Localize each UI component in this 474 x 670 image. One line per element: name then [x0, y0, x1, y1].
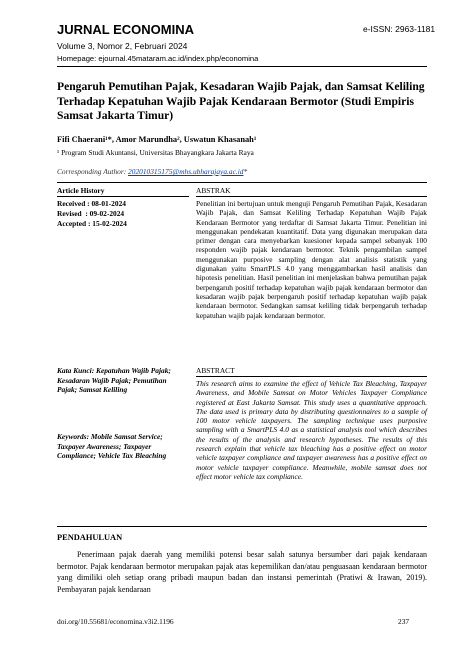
- article-title: Pengaruh Pemutihan Pajak, Kesadaran Wajib Pajak, dan Samsat Keliling Terhadap Kepatuhan Wajib Pajak Kendaraan Bermotor (Studi Empiris Samsat Jakarta Timur): [57, 80, 425, 122]
- issn: e-ISSN: 2963-1181: [363, 24, 436, 34]
- history-divider: [57, 196, 189, 197]
- section-body: Penerimaan pajak daerah yang memiliki potensi besar salah satunya bersumber dari pajak kendaraan bermotor. Pajak kendaraan bermotor merupakan pajak atas kepemilikan dan/atau penguasaan kendaraan bermotor yang dimiliki oleh setiap orang pribadi maupun badan dan instansi pemerintah (Pratiwi & Irawan, 2019). Pembayaran pajak kendaraan: [57, 550, 427, 595]
- corresponding-author: [57, 167, 247, 176]
- keywords: Keywords: Mobile Samsat Service; Taxpayer Awareness; Taxpayer Compliance; Vehicle Tax Bleaching: [57, 432, 167, 461]
- revised-date: Revised : 09-02-2024: [57, 208, 125, 218]
- journal-name: JURNAL ECONOMINA: [57, 22, 194, 37]
- corresponding-email-link[interactable]: 202010315175@mhs.ubharajaya.ac.id: [128, 167, 244, 176]
- corresponding-suffix: *: [243, 167, 248, 176]
- header-divider: [57, 66, 427, 67]
- doi-link[interactable]: doi.org/10.55681/economina.v3i2.1196: [57, 617, 174, 626]
- article-history-heading: Article History: [57, 186, 105, 195]
- accepted-date: Accepted : 15-02-2024: [57, 218, 127, 228]
- author-list: Fifi Chaerani¹*, Amor Marundha², Uswatun Khasanah¹: [57, 135, 257, 144]
- corresponding-label: Corresponding Author:: [57, 167, 129, 176]
- page-number: 237: [398, 617, 410, 626]
- affiliation: ¹ Program Studi Akuntansi, Universitas Bhayangkara Jakarta Raya: [57, 148, 254, 157]
- abstrak-heading: ABSTRAK: [196, 186, 231, 195]
- homepage: Homepage: ejournal.45mataram.ac.id/index.php/economina: [57, 54, 259, 63]
- section-heading: PENDAHULUAN: [57, 533, 123, 542]
- abstrak-divider: [196, 196, 427, 197]
- abstract-text: This research aims to examine the effect of Vehicle Tax Bleaching, Taxpayer Awareness, and Mobile Samsat on Motor Vehicles Taxpayer Compliance registered at East Jakarta Samsat. This study uses a quantitative approach. The data used is primary data by distributing questionnaires to a sample of 100 motor vehicle taxpayers. The sampling technique uses purposive sampling with a SmartPLS 4.0 as a statistical analysis tool which describes the results of the analysis and research hypotheses. The results of this research explain that vehicle tax bleaching has a positive effect on motor vehicle taxpayer compliance and taxpayer awareness has a positive effect on motor vehicle taxpayer compliance. Meanwhile, mobile samsat does not effect motor vehicle tax compliance.: [196, 379, 427, 481]
- abstrak-text: Penelitian ini bertujuan untuk menguji Pengaruh Pemutihan Pajak, Kesadaran Wajib Pajak, dan Samsat Keliling Terhadap Kepatuhan Wajib Pajak Kendaraan Bermotor yang terdaftar di Samsat Jakarta Timur. Penelitian ini menggunakan pendekatan kuantitatif. Data yang digunakan merupakan data primer dengan cara menyebarkan kuesioner kepada sampel sebanyak 100 responden wajib pajak kendaraan bermotor. Teknik pengambilan sampel menggunakan purposive sampling dengan alat analisis statistik yang digunakan yaitu SmartPLS 4.0 yang menggambarkan hasil analisis dan hipotesis penelitian. Hasil penelitian ini menjelaskan bahwa pemutihan pajak berpengaruh positif terhadap kepatuhan wajib pajak kendaraan bermotor dan kesadaran wajib pajak berpengaruh positif terhadap kepatuhan wajib pajak kendaraan bermotor. Sedangkan samsat keliling tidak berpengaruh terhadap kepatuhan wajib pajak kendaraan bermotor.: [196, 199, 427, 320]
- article-history-dates: [57, 199, 189, 228]
- received-date: Received : 08-01-2024: [57, 199, 126, 208]
- kata-kunci: Kata Kunci: Kepatuhan Wajib Pajak; Kesadaran Wajib Pajak; Pemutihan Pajak; Samsat Keliling: [57, 366, 171, 395]
- abstract-heading: ABSTRACT: [196, 366, 235, 375]
- volume-info: Volume 3, Nomor 2, Februari 2024: [57, 41, 188, 51]
- abstract-divider: [196, 376, 427, 377]
